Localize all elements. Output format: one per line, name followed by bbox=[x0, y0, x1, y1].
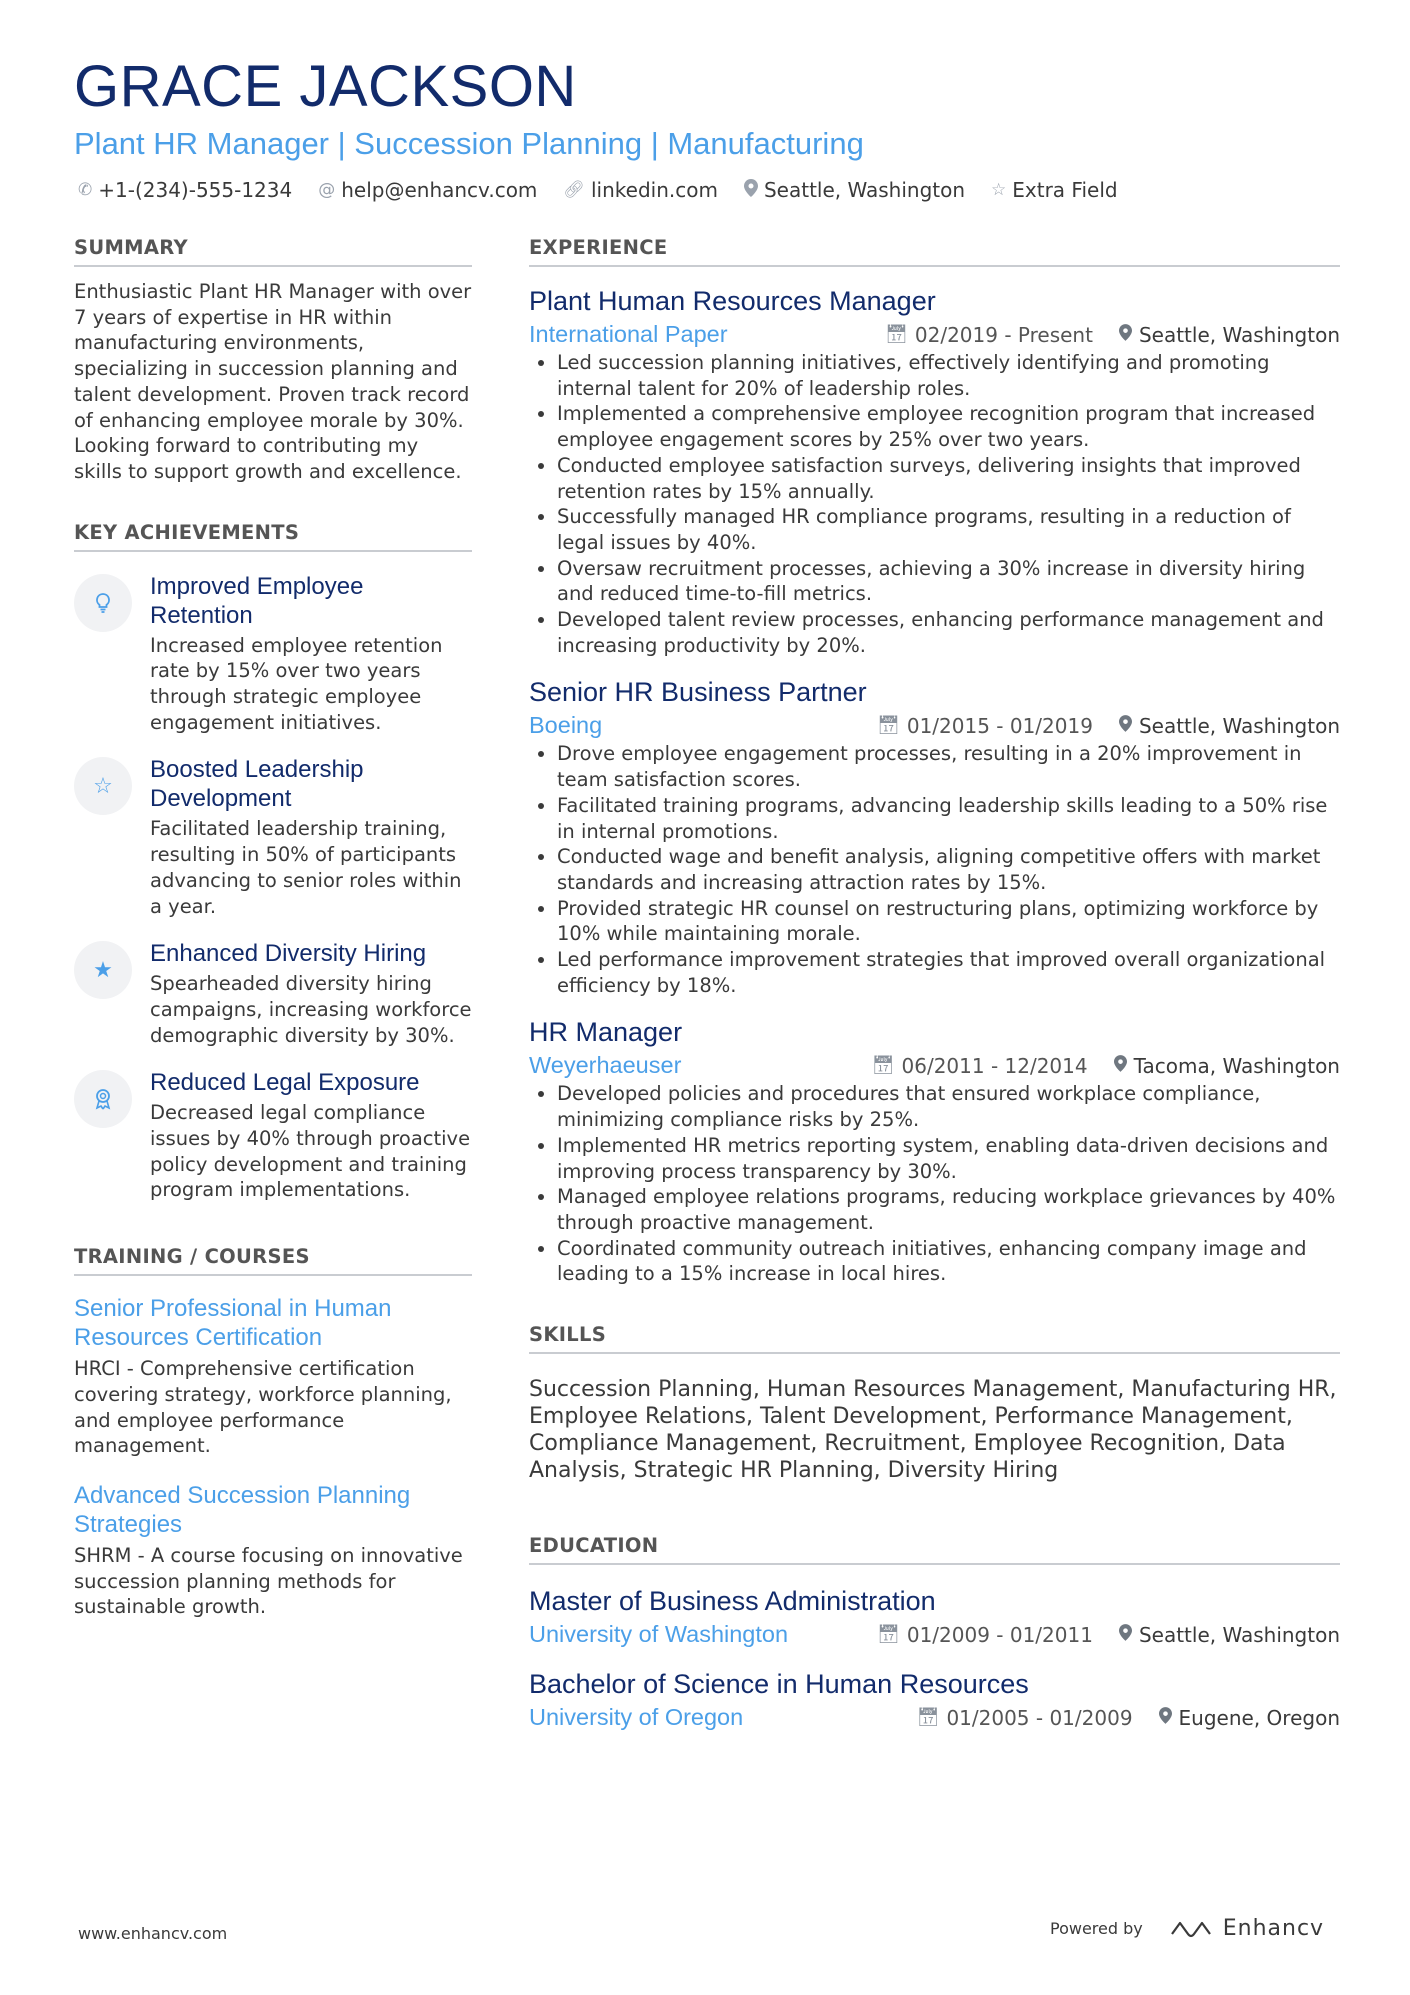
contact-phone[interactable] bbox=[78, 178, 292, 202]
location-text: Seattle, Washington bbox=[1138, 322, 1340, 347]
achievement-item bbox=[74, 755, 472, 919]
achievement-title: Improved Employee Retention bbox=[150, 572, 364, 629]
lightbulb-icon bbox=[74, 574, 132, 632]
star-filled-icon: ★ bbox=[74, 941, 132, 999]
education-entry bbox=[529, 1585, 1340, 1648]
calendar-icon: 📅︎ bbox=[876, 1624, 900, 1646]
education-dates bbox=[917, 1706, 1133, 1730]
job-entry bbox=[529, 285, 1340, 658]
school-name: University of Washington bbox=[529, 1621, 789, 1648]
company-name: Boeing bbox=[529, 712, 603, 739]
company-name: Weyerhaeuser bbox=[529, 1052, 682, 1079]
calendar-icon: 📅︎ bbox=[916, 1707, 940, 1729]
job-meta bbox=[529, 712, 1340, 739]
star-icon: ☆ bbox=[991, 180, 1007, 200]
contact-text: linkedin.com bbox=[591, 178, 718, 202]
link-icon: 🔗︎ bbox=[563, 180, 585, 200]
calendar-icon: 📅︎ bbox=[885, 324, 908, 345]
bullet: • Conducted wage and benefit analysis, aligning competitive offers with market standards and increasing attraction rates by 15%. bbox=[557, 844, 1340, 895]
course-desc: SHRM - A course focusing on innovative succession planning methods for sustainable growth. bbox=[74, 1543, 463, 1619]
location-text: Seattle, Washington bbox=[1138, 1622, 1340, 1647]
job-bullets bbox=[529, 350, 1340, 658]
achievement-title: Boosted Leadership Development bbox=[150, 756, 364, 813]
location-icon bbox=[1119, 1624, 1132, 1646]
bullet: • Successfully managed HR compliance programs, resulting in a reduction of legal issues by 40%. bbox=[557, 504, 1340, 555]
education-entry bbox=[529, 1668, 1340, 1731]
achievement-desc: Spearheaded diversity hiring campaigns, increasing workforce demographic diversity by 30%. bbox=[150, 972, 472, 1047]
experience-section bbox=[529, 236, 1340, 1287]
bullet: • Facilitated training programs, advancing leadership skills leading to a 50% rise in internal promotions. bbox=[557, 793, 1340, 844]
bullet: • Led succession planning initiatives, effectively identifying and promoting internal talent for 20% of leadership roles. bbox=[557, 350, 1340, 401]
job-title: Plant Human Resources Manager bbox=[529, 286, 936, 316]
date-text: 02/2019 - Present bbox=[914, 322, 1093, 347]
job-location bbox=[1119, 323, 1340, 347]
job-bullets bbox=[529, 1081, 1340, 1287]
section-title: EDUCATION bbox=[529, 1534, 1340, 1565]
course-title: Advanced Succession Planning Strategies bbox=[74, 1481, 411, 1538]
bullet: • Oversaw recruitment processes, achieving a 30% increase in diversity hiring and reduced time-to-fill metrics. bbox=[557, 556, 1340, 607]
brand-logo[interactable] bbox=[1169, 1916, 1324, 1941]
footer-branding bbox=[1050, 1916, 1324, 1941]
skills-section bbox=[529, 1323, 1340, 1484]
location-icon bbox=[1114, 1055, 1127, 1077]
date-text: 01/2009 - 01/2011 bbox=[906, 1622, 1093, 1647]
bullet: • Implemented HR metrics reporting system, enabling data-driven decisions and improving process transparency by 30%. bbox=[557, 1133, 1340, 1184]
bullet: • Developed policies and procedures that ensured workplace compliance, minimizing compliance risks by 25%. bbox=[557, 1081, 1340, 1132]
job-dates bbox=[885, 323, 1093, 347]
achievement-item bbox=[74, 939, 472, 1048]
skills-text: Succession Planning, Human Resources Management, Manufacturing HR, Employee Relations, Talent Development, Performance Management, Compliance Management, Recruitment, Employee Recognition, Data Analysis, Strategic HR Planning, Diversity Hiring bbox=[529, 1377, 1337, 1484]
brand-name: Enhancv bbox=[1222, 1916, 1325, 1941]
phone-icon: ✆ bbox=[78, 180, 93, 200]
job-meta bbox=[529, 1052, 1340, 1079]
section-title: TRAINING / COURSES bbox=[74, 1245, 472, 1276]
powered-by-label: Powered by bbox=[1050, 1919, 1143, 1938]
calendar-icon: 📅︎ bbox=[876, 715, 900, 737]
contact-bar bbox=[78, 178, 1118, 202]
bullet: • Led performance improvement strategies that improved overall organizational efficiency by 18%. bbox=[557, 947, 1340, 998]
contact-location bbox=[744, 178, 965, 202]
job-title: HR Manager bbox=[529, 1017, 683, 1048]
job-entry bbox=[529, 676, 1340, 998]
location-icon bbox=[1159, 1707, 1172, 1729]
location-icon bbox=[1119, 324, 1132, 346]
right-column bbox=[529, 236, 1340, 1731]
course-item bbox=[74, 1481, 472, 1620]
achievement-title: Enhanced Diversity Hiring bbox=[150, 940, 427, 968]
summary-text: Enthusiastic Plant HR Manager with over 7 years of expertise in HR within manufacturing environments, specializing in succession planning and talent development. Proven track record of enhancing employee morale by 30%. Looking forward to contributing my skills to support growth and excellence. bbox=[74, 280, 472, 483]
bullet: • Conducted employee satisfaction surveys, delivering insights that improved retention rates by 15% annually. bbox=[557, 453, 1340, 504]
school-name: University of Oregon bbox=[529, 1704, 744, 1731]
date-text: 01/2005 - 01/2009 bbox=[946, 1705, 1133, 1730]
summary-section bbox=[74, 236, 472, 485]
headline: Plant HR Manager | Succession Planning | Manufacturing bbox=[74, 126, 864, 161]
education-location bbox=[1119, 1623, 1340, 1647]
bullet: • Implemented a comprehensive employee recognition program that increased employee engagement scores by 25% over two years. bbox=[557, 401, 1340, 452]
course-desc: HRCI - Comprehensive certification covering strategy, workforce planning, and employee performance management. bbox=[74, 1357, 452, 1458]
contact-linkedin[interactable] bbox=[563, 178, 718, 202]
award-icon bbox=[74, 1070, 132, 1128]
job-dates bbox=[872, 1054, 1088, 1078]
achievement-desc: Decreased legal compliance issues by 40% through proactive policy development and training program implementations. bbox=[150, 1101, 471, 1202]
course-title: Senior Professional in Human Resources Certification bbox=[74, 1295, 392, 1352]
bullet: • Coordinated community outreach initiatives, enhancing company image and leading to a 15% increase in local hires. bbox=[557, 1236, 1340, 1287]
bullet: • Provided strategic HR counsel on restructuring plans, optimizing workforce by 10% while maintaining morale. bbox=[557, 896, 1340, 947]
achievements-section bbox=[74, 521, 472, 1204]
location-text: Tacoma, Washington bbox=[1133, 1053, 1340, 1078]
date-text: 06/2011 - 12/2014 bbox=[901, 1053, 1088, 1078]
job-title: Senior HR Business Partner bbox=[529, 677, 867, 708]
section-title: EXPERIENCE bbox=[529, 236, 1340, 267]
achievement-desc: Facilitated leadership training, resulting in 50% of participants advancing to senior roles within a year. bbox=[150, 817, 462, 918]
degree-title: Master of Business Administration bbox=[529, 1586, 936, 1617]
achievement-desc: Increased employee retention rate by 15% over two years through strategic employee engagement initiatives. bbox=[150, 633, 443, 734]
star-outline-icon: ☆ bbox=[74, 757, 132, 815]
section-title: SUMMARY bbox=[74, 236, 472, 267]
bullet: • Managed employee relations programs, reducing workplace grievances by 40% through proactive management. bbox=[557, 1184, 1340, 1235]
calendar-icon: 📅︎ bbox=[871, 1055, 895, 1077]
course-item bbox=[74, 1294, 472, 1459]
company-name: International Paper bbox=[529, 321, 728, 347]
education-location bbox=[1159, 1706, 1340, 1730]
location-icon bbox=[1119, 715, 1132, 737]
degree-title: Bachelor of Science in Human Resources bbox=[529, 1669, 1029, 1700]
achievement-item bbox=[74, 1068, 472, 1203]
education-meta bbox=[529, 1704, 1340, 1731]
section-title: SKILLS bbox=[529, 1323, 1340, 1354]
at-icon: @ bbox=[318, 180, 336, 200]
job-entry bbox=[529, 1016, 1340, 1287]
footer-website[interactable]: www.enhancv.com bbox=[78, 1924, 228, 1943]
contact-text: +1-(234)-555-1234 bbox=[98, 178, 293, 202]
contact-text: Extra Field bbox=[1012, 178, 1118, 202]
education-dates bbox=[877, 1623, 1093, 1647]
job-bullets bbox=[529, 741, 1340, 998]
section-title: KEY ACHIEVEMENTS bbox=[74, 521, 472, 552]
location-icon bbox=[744, 179, 758, 202]
job-meta bbox=[529, 321, 1340, 348]
date-text: 01/2015 - 01/2019 bbox=[906, 713, 1093, 738]
job-location bbox=[1119, 714, 1340, 738]
contact-email[interactable] bbox=[318, 178, 537, 202]
location-text: Eugene, Oregon bbox=[1178, 1705, 1340, 1730]
job-location bbox=[1114, 1054, 1340, 1078]
bullet: • Developed talent review processes, enhancing performance management and increasing productivity by 20%. bbox=[557, 607, 1340, 658]
job-dates bbox=[877, 714, 1093, 738]
education-meta bbox=[529, 1621, 1340, 1648]
enhancv-logo-icon bbox=[1169, 1918, 1213, 1940]
contact-text: Seattle, Washington bbox=[763, 178, 966, 202]
training-section bbox=[74, 1245, 472, 1620]
left-column bbox=[74, 236, 472, 1620]
candidate-name: GRACE JACKSON bbox=[74, 54, 577, 119]
bullet: • Drove employee engagement processes, resulting in a 20% improvement in team satisfaction scores. bbox=[557, 741, 1340, 792]
achievement-title: Reduced Legal Exposure bbox=[150, 1069, 420, 1097]
achievement-item bbox=[74, 572, 472, 736]
contact-extra bbox=[991, 178, 1118, 202]
location-text: Seattle, Washington bbox=[1138, 713, 1340, 738]
contact-text: help@enhancv.com bbox=[341, 178, 538, 202]
education-section bbox=[529, 1534, 1340, 1731]
